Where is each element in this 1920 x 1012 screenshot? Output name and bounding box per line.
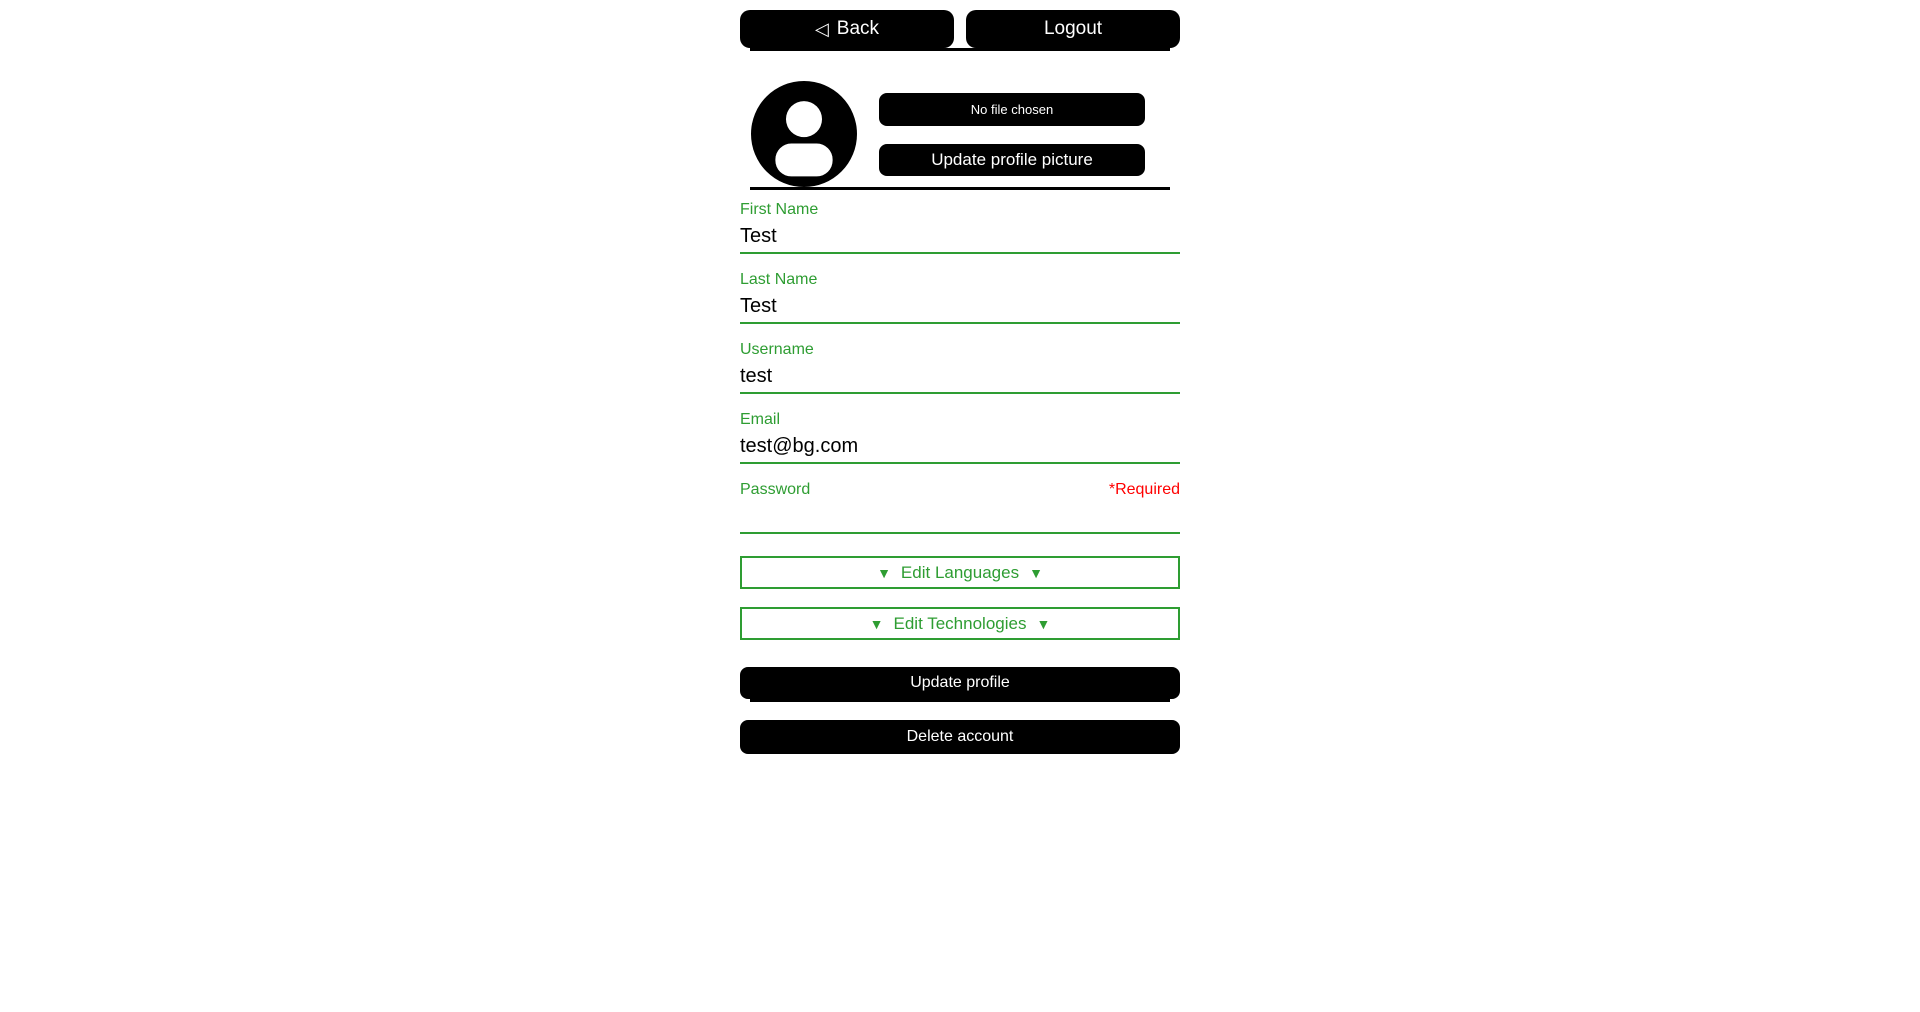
back-arrow-icon: ◁ xyxy=(814,19,829,39)
file-input-status: No file chosen xyxy=(970,101,1054,117)
password-input[interactable] xyxy=(740,503,1180,530)
chevron-down-icon: ▼ xyxy=(1029,564,1043,581)
profile-form xyxy=(740,200,1180,699)
password-required-note: *Required xyxy=(1108,481,1180,498)
chevron-down-icon: ▼ xyxy=(869,615,884,632)
email-field xyxy=(740,410,1180,464)
update-profile-picture-button[interactable] xyxy=(879,144,1145,176)
first-name-input[interactable] xyxy=(740,223,1180,250)
email-input[interactable] xyxy=(740,433,1180,460)
update-profile-label: Update profile xyxy=(910,674,1010,691)
update-profile-button[interactable] xyxy=(740,667,1180,699)
first-name-field xyxy=(740,200,1180,254)
profile-edit-page xyxy=(740,0,1180,754)
last-name-input[interactable] xyxy=(740,293,1180,320)
delete-account-button[interactable] xyxy=(740,720,1180,754)
picture-controls xyxy=(879,93,1145,176)
email-label: Email xyxy=(740,411,781,428)
chevron-down-icon: ▼ xyxy=(1036,615,1051,632)
top-button-row xyxy=(740,10,1180,48)
edit-technologies-label: Edit Technologies xyxy=(893,613,1027,633)
last-name-field xyxy=(740,270,1180,324)
divider-avatar xyxy=(750,187,1170,190)
username-input[interactable] xyxy=(740,363,1180,390)
edit-technologies-button[interactable] xyxy=(740,607,1180,640)
logout-button-label: Logout xyxy=(1043,18,1103,39)
username-field xyxy=(740,340,1180,394)
back-button-label: Back xyxy=(836,18,880,39)
edit-languages-button[interactable] xyxy=(740,556,1180,589)
edit-languages-label: Edit Languages xyxy=(900,562,1020,582)
file-input[interactable] xyxy=(879,93,1145,126)
back-button[interactable] xyxy=(740,10,954,48)
username-label: Username xyxy=(740,341,814,358)
logout-button[interactable] xyxy=(966,10,1180,48)
chevron-down-icon: ▼ xyxy=(877,564,891,581)
update-profile-picture-label: Update profile picture xyxy=(931,149,1093,169)
profile-picture-section xyxy=(740,81,1180,187)
delete-account-label: Delete account xyxy=(906,728,1014,745)
last-name-label: Last Name xyxy=(740,271,818,288)
first-name-label: First Name xyxy=(740,201,819,218)
password-field xyxy=(740,480,1180,534)
password-label: Password xyxy=(740,481,811,498)
divider-bottom xyxy=(750,699,1170,702)
divider-top xyxy=(750,48,1170,51)
person-avatar-icon xyxy=(751,81,857,187)
